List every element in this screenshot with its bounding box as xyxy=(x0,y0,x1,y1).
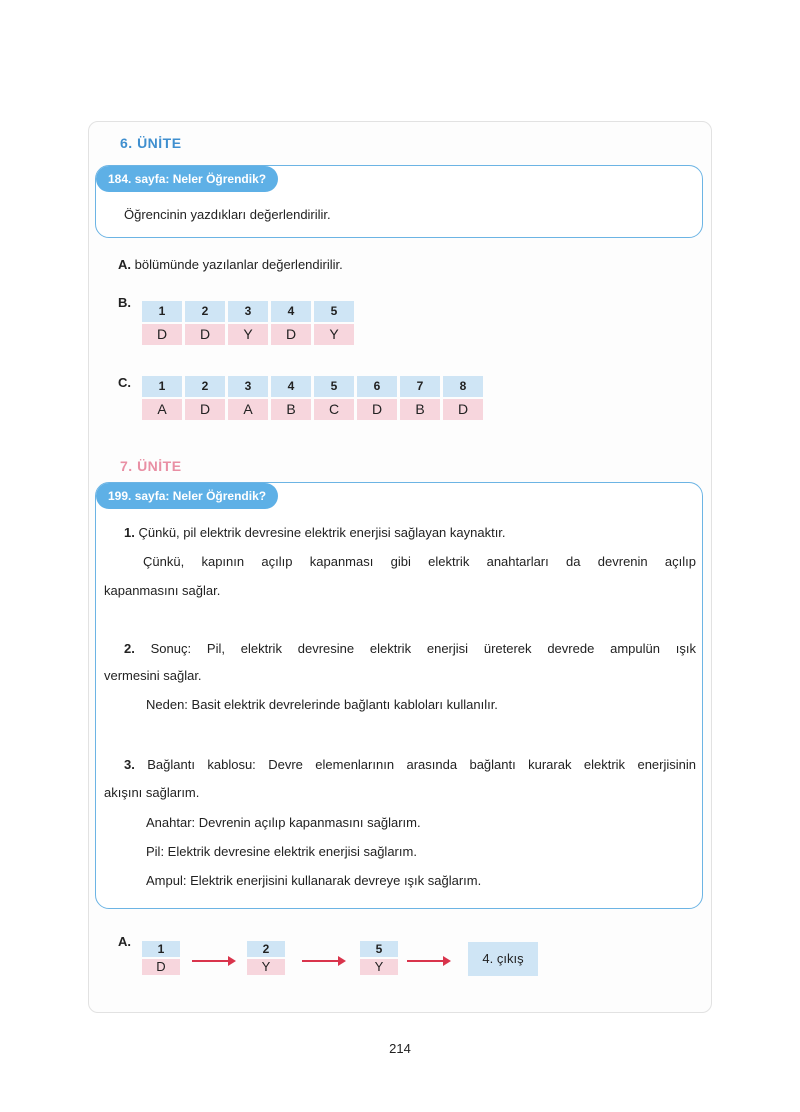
q1-line1: 1. Çünkü, pil elektrik devresine elektrik enerjisi sağlayan kaynaktır. xyxy=(124,525,506,540)
unit-7-section-pill: 199. sayfa: Neler Öğrendik? xyxy=(96,483,278,509)
q1-line2: Çünkü, kapının açılıp kapanması gibi elektrik anahtarları da devrenin açılıp xyxy=(143,554,696,569)
grid-cell: 3 A xyxy=(228,376,268,420)
grid-cell: 4 D xyxy=(271,301,311,345)
unit-6-a-label: A. xyxy=(118,257,131,272)
unit-6-title: 6. ÜNİTE xyxy=(120,135,182,151)
q2-line2: vermesini sağlar. xyxy=(104,668,202,683)
unit-6-section-text: Öğrencinin yazdıkları değerlendirilir. xyxy=(124,207,331,222)
grid-cell: 7 B xyxy=(400,376,440,420)
grid-cell: 5 Y xyxy=(314,301,354,345)
exit-box: 4. çıkış xyxy=(468,942,538,976)
sequence-step: 1 D xyxy=(142,941,180,975)
grid-cell: 2 D xyxy=(185,376,225,420)
q3-line2: akışını sağlarım. xyxy=(104,785,200,800)
unit-6-b-grid xyxy=(142,301,354,345)
arrow-right-icon xyxy=(407,960,449,962)
unit-6-b-label: B. xyxy=(118,295,131,310)
q3-line1: 3. Bağlantı kablosu: Devre elemenlarının arasında bağlantı kurarak elektrik enerjisinin xyxy=(124,757,696,772)
grid-cell: 1 D xyxy=(142,301,182,345)
arrow-right-icon xyxy=(192,960,234,962)
grid-cell: 2 D xyxy=(185,301,225,345)
sequence-step: 2 Y xyxy=(247,941,285,975)
q3-line4: Pil: Elektrik devresine elektrik enerjisi sağlarım. xyxy=(146,844,417,859)
q1-line3: kapanmasını sağlar. xyxy=(104,583,221,598)
unit-7-title: 7. ÜNİTE xyxy=(120,458,182,474)
q2-line1: 2. Sonuç: Pil, elektrik devresine elektrik enerjisi üreterek devrede ampulün ışık xyxy=(124,641,696,656)
sequence-step: 5 Y xyxy=(360,941,398,975)
q3-line5: Ampul: Elektrik enerjisini kullanarak devreye ışık sağlarım. xyxy=(146,873,482,888)
unit-6-section-pill: 184. sayfa: Neler Öğrendik? xyxy=(96,166,278,192)
unit-6-a-line xyxy=(118,256,343,274)
q2-line3: Neden: Basit elektrik devrelerinde bağlantı kabloları kullanılır. xyxy=(146,697,498,712)
grid-cell: 6 D xyxy=(357,376,397,420)
q3-line3: Anahtar: Devrenin açılıp kapanmasını sağlarım. xyxy=(146,815,421,830)
unit-6-c-grid xyxy=(142,376,483,420)
unit-6-a-text: bölümünde yazılanlar değerlendirilir. xyxy=(134,257,343,272)
grid-cell: 5 C xyxy=(314,376,354,420)
arrow-right-icon xyxy=(302,960,344,962)
grid-cell: 1 A xyxy=(142,376,182,420)
unit-7-a-label: A. xyxy=(118,934,131,949)
unit-6-c-label: C. xyxy=(118,375,131,390)
grid-cell: 3 Y xyxy=(228,301,268,345)
grid-cell: 4 B xyxy=(271,376,311,420)
grid-cell: 8 D xyxy=(443,376,483,420)
page-number: 214 xyxy=(389,1041,411,1056)
